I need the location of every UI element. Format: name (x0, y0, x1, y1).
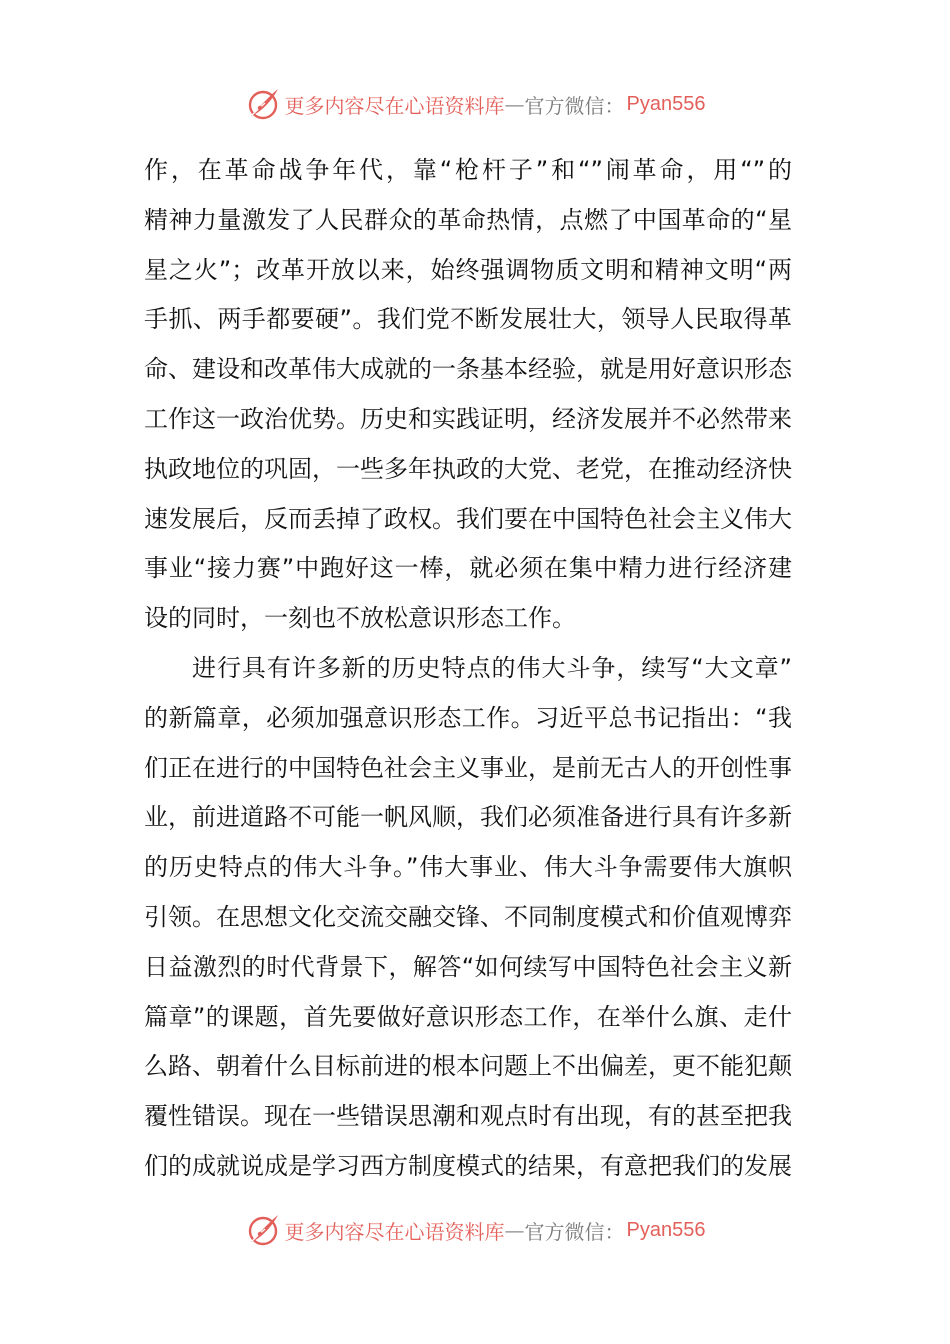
body-line-18: 篇章”的课题，首先要做好意识形态工作，在举什么旗、走什 (144, 1002, 792, 1031)
body-line-10: 设的同时，一刻也不放松意识形态工作。 (144, 604, 576, 633)
footer-wechat-label: 官方微信： (524, 1219, 625, 1244)
body-line-15: 的历史特点的伟大斗争。”伟大事业、伟大斗争需要伟大旗帜 (144, 853, 792, 882)
header-banner (0, 82, 950, 126)
footer-separator: — (504, 1218, 525, 1242)
body-line-13: 们正在进行的中国特色社会主义事业，是前无古人的开创性事 (144, 753, 792, 782)
footer-site-text: 更多内容尽在心语资料库 (284, 1219, 505, 1244)
body-line-17: 日益激烈的时代背景下，解答“如何续写中国特色社会主义新 (144, 952, 792, 981)
body-line-16: 引领。在思想文化交流交融交锋、不同制度模式和价值观博弈 (144, 902, 792, 931)
quill-logo-icon (245, 86, 281, 122)
body-line-9: 事业“接力赛”中跑好这一棒，就必须在集中精力进行经济建 (144, 554, 792, 583)
body-line-5: 命、建设和改革伟大成就的一条基本经验，就是用好意识形态 (144, 355, 792, 384)
body-line-14: 业，前进道路不可能一帆风顺，我们必须准备进行具有许多新 (144, 803, 792, 832)
footer-wechat-id: Pyan556 (626, 1218, 706, 1241)
body-line-19: 么路、朝着什么目标前进的根本问题上不出偏差，更不能犯颠 (144, 1052, 792, 1081)
header-wechat-id: Pyan556 (626, 92, 706, 115)
header-wechat-label: 官方微信： (524, 93, 625, 118)
body-line-7: 执政地位的巩固，一些多年执政的大党、老党，在推动经济快 (144, 454, 792, 483)
body-line-20: 覆性错误。现在一些错误思潮和观点时有出现，有的甚至把我 (144, 1102, 792, 1131)
quill-logo-icon (245, 1212, 281, 1248)
document-body (144, 146, 792, 1192)
body-line-3: 星之火”；改革开放以来，始终强调物质文明和精神文明“两 (144, 255, 792, 284)
footer-banner (0, 1208, 950, 1252)
header-separator: — (504, 92, 525, 116)
body-line-1: 作，在革命战争年代，靠“枪杆子”和“”闹革命，用“”的 (144, 156, 792, 184)
body-line-8: 速发展后，反而丢掉了政权。我们要在中国特色社会主义伟大 (144, 504, 792, 533)
body-line-11: 进行具有许多新的历史特点的伟大斗争，续写“大文章” (192, 653, 792, 682)
body-line-4: 手抓、两手都要硬”。我们党不断发展壮大，领导人民取得革 (144, 305, 792, 334)
header-site-text: 更多内容尽在心语资料库 (284, 93, 505, 118)
body-line-21: 们的成就说成是学习西方制度模式的结果，有意把我们的发展 (144, 1151, 792, 1180)
body-line-6: 工作这一政治优势。历史和实践证明，经济发展并不必然带来 (144, 404, 792, 433)
body-line-12: 的新篇章，必须加强意识形态工作。习近平总书记指出：“我 (144, 703, 792, 732)
body-line-2: 精神力量激发了人民群众的革命热情，点燃了中国革命的“星 (144, 205, 792, 234)
